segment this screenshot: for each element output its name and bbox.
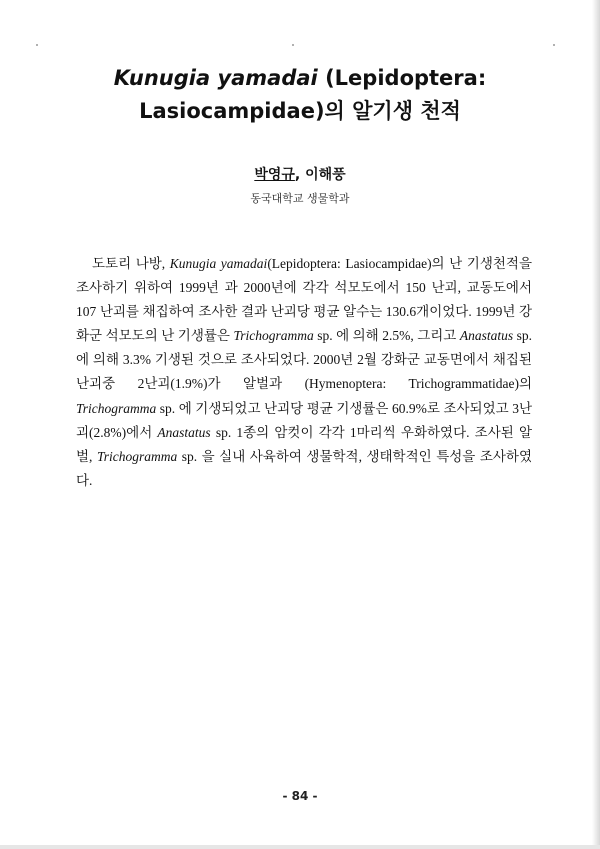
title-taxon-order: (Lepidoptera: xyxy=(325,66,487,90)
abstract-italic-term: Trichogramma xyxy=(76,400,157,416)
title-line-1 xyxy=(0,62,600,95)
abstract-italic-term: Trichogramma xyxy=(233,328,314,344)
author-first: 박영규 xyxy=(254,167,295,183)
abstract-italic-term: Anastatus xyxy=(459,328,514,344)
abstract-text-run: (Lepidoptera: Lasiocampidae)의 난 기생천적을 조사하기 위하여 1999년 과 2000년에 각각 석모도에서 150 난괴, 교동도에서 107 난괴를 채집하여 조사한 결과 난괴당 평균 알수는 130.6개이었다. 1999년 강화군 석모도의 난 기생률은 xyxy=(76,256,532,344)
page-bottom-edge xyxy=(0,845,600,849)
title-korean: 의 알기생 천적 xyxy=(324,99,461,123)
abstract-paragraph xyxy=(76,252,532,493)
page-number: - 84 - xyxy=(282,789,318,803)
title-taxon-family: Lasiocampidae) xyxy=(139,99,325,123)
author-second: 이해풍 xyxy=(305,167,346,183)
title-scientific-name: Kunugia yamadai xyxy=(113,66,318,90)
abstract-text-run: sp. 을 실내 사육하여 생물학적, 생태학적인 특성을 조사하였다. xyxy=(76,448,532,488)
abstract-text-run: sp. 1종의 암컷이 각각 1마리씩 우화하였다. 조사된 알벌, xyxy=(76,424,532,464)
author-separator: , xyxy=(294,167,301,183)
abstract-italic-term: Trichogramma xyxy=(96,448,178,464)
abstract-text-run: sp.에 의해 3.3% 기생된 것으로 조사되었다. 2000년 2월 강화군 교동면에서 채집된 난괴중 2난괴(1.9%)가 알벌과 (Hymenoptera: Trichogrammatidae)의 xyxy=(76,328,532,392)
abstract-italic-term: Kunugia yamadai xyxy=(169,256,268,271)
abstract-italic-term: Anastatus xyxy=(157,424,211,440)
affiliation: 동국대학교 생물학과 xyxy=(250,192,350,205)
author-list xyxy=(0,164,600,184)
scan-speck xyxy=(36,44,38,46)
abstract-text-run: sp. 에 의해 2.5%, 그리고 xyxy=(313,328,460,344)
scan-speck xyxy=(292,44,294,46)
paper-title xyxy=(0,62,600,128)
abstract-text-run: sp. 에 기생되었고 난괴당 평균 기생률은 60.9%로 조사되었고 3난괴(2.8%)에서 xyxy=(76,400,532,440)
scan-speck xyxy=(553,44,555,46)
abstract-text-run: 도토리 나방, xyxy=(92,256,170,271)
title-line-2 xyxy=(0,95,600,128)
